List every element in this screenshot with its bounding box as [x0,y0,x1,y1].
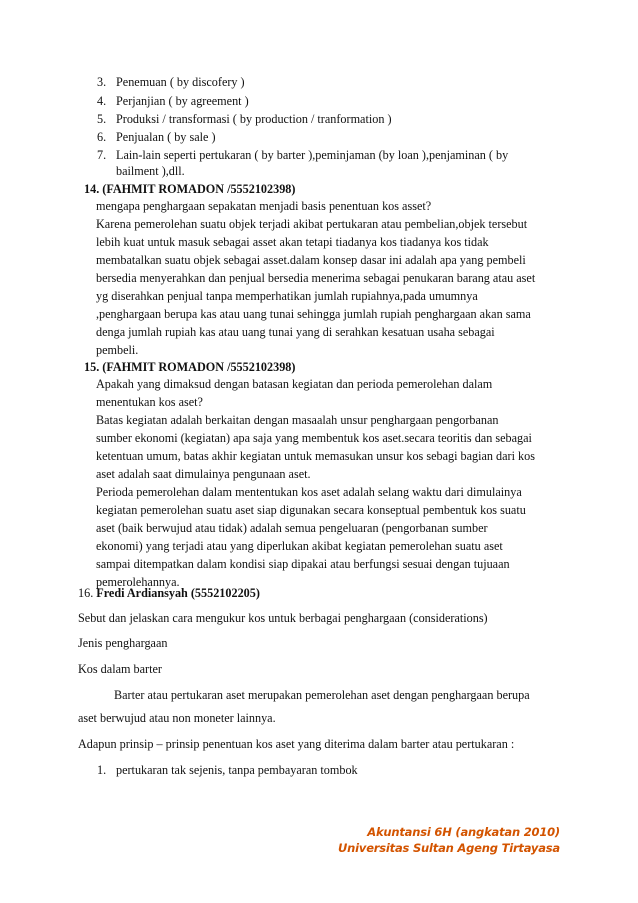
paragraph-line: Perioda pemerolehan dalam mententukan kos aset adalah selang waktu dari dimulainya [96,485,522,499]
paragraph-line: bersedia menyerahkan dan penjual bersedia menerima sebagai penukaran barang atau aset [96,271,536,285]
list-item: Lain-lain seperti pertukaran ( by barter ),peminjaman (by loan ),penjaminan ( by [116,148,509,162]
list-item: Penemuan ( by discofery ) [116,75,245,89]
paragraph-line: Adapun prinsip – prinsip penentuan kos aset yang diterima dalam barter atau pertukaran : [78,737,515,751]
paragraph-line: aset (baik berwujud atau tidak) adalah semua pengeluaran (pengorbanan sumber [96,521,488,535]
paragraph-line: pembeli. [96,343,139,357]
question-16-number: 16. [78,586,97,600]
paragraph-line: Karena pemerolehan suatu objek terjadi akibat pertukaran atau pembelian,objek tersebut [96,217,528,231]
paragraph-line: lebih kuat untuk masuk sebagai asset akan tetapi tiadanya kos tiadanya kos tidak [96,235,489,249]
paragraph-line: aset berwujud atau non moneter lainnya. [78,711,276,725]
paragraph-line: ketentuan umum, batas akhir kegiatan untuk memasukan unsur kos sebagi bagian dari kos [96,449,535,463]
paragraph-line: denga jumlah rupiah kas atau uang tunai yang di serahkan kesatuan usaha sebagai [96,325,495,339]
question-16-text: Sebut dan jelaskan cara mengukur kos untuk berbagai penghargaan (considerations) [78,611,488,625]
paragraph-line: menentukan kos aset? [96,395,203,409]
paragraph-line: Jenis penghargaan [78,636,168,650]
paragraph-line: sampai ditempatkan dalam kondisi siap dipakai atau berfungsi sesuai dengan tujuaan [96,557,510,571]
list-item-number: 4. [97,94,107,108]
paragraph-line: membatalkan suatu objek sebagai asset.dalam konsep dasar ini adalah apa yang pembeli [96,253,526,267]
footer-line-2: Universitas Sultan Ageng Tirtayasa [338,841,560,855]
paragraph-line: Batas kegiatan adalah berkaitan dengan masaalah unsur penghargaan pengorbanan [96,413,499,427]
list-item-number: 7. [97,148,107,162]
list-item: Perjanjian ( by agreement ) [116,94,249,108]
list-item-number: 6. [97,130,107,144]
list-item: Produksi / transformasi ( by production / tranformation ) [116,112,392,126]
paragraph-line: mengapa penghargaan sepakatan menjadi basis penentuan kos asset? [96,199,432,213]
paragraph-line: yg diserahkan penjual tanpa memperhatikan jumlah rupiahnya,pada umumnya [96,289,478,303]
list-item: Penjualan ( by sale ) [116,130,216,144]
question-14-heading: 14. (FAHMIT ROMADON /5552102398) [84,182,296,196]
question-16-heading [78,586,260,601]
list-item-continuation: bailment ),dll. [116,164,185,178]
paragraph-line: kegiatan pemerolehan suatu aset siap digunakan secara konseptual pembentuk kos suatu [96,503,526,517]
paragraph-line: Kos dalam barter [78,662,162,676]
list-item-number: 1. [97,763,107,777]
list-item-number: 5. [97,112,107,126]
question-16-name: Fredi Ardiansyah (5552102205) [96,586,260,600]
list-item: pertukaran tak sejenis, tanpa pembayaran tombok [116,763,358,777]
footer-line-1: Akuntansi 6H (angkatan 2010) [367,825,560,839]
list-item-number: 3. [97,75,107,89]
question-15-heading: 15. (FAHMIT ROMADON /5552102398) [84,360,296,374]
paragraph-line: Apakah yang dimaksud dengan batasan kegiatan dan perioda pemerolehan dalam [96,377,493,391]
paragraph-line: ,penghargaan berupa kas atau uang tunai sehingga jumlah rupiah penghargaan akan sama [96,307,531,321]
paragraph-line: Barter atau pertukaran aset merupakan pemerolehan aset dengan penghargaan berupa [114,688,530,702]
paragraph-line: sumber ekonomi (kegiatan) apa saja yang membentuk kos aset.secara teoritis dan sebagai [96,431,532,445]
paragraph-line: aset adalah saat dimulainya pengunaan aset. [96,467,311,481]
paragraph-line: pemerolehannya. [96,575,180,589]
paragraph-line: ekonomi) yang terjadi atau yang diperlukan akibat kegiatan pemerolehan suatu aset [96,539,503,553]
